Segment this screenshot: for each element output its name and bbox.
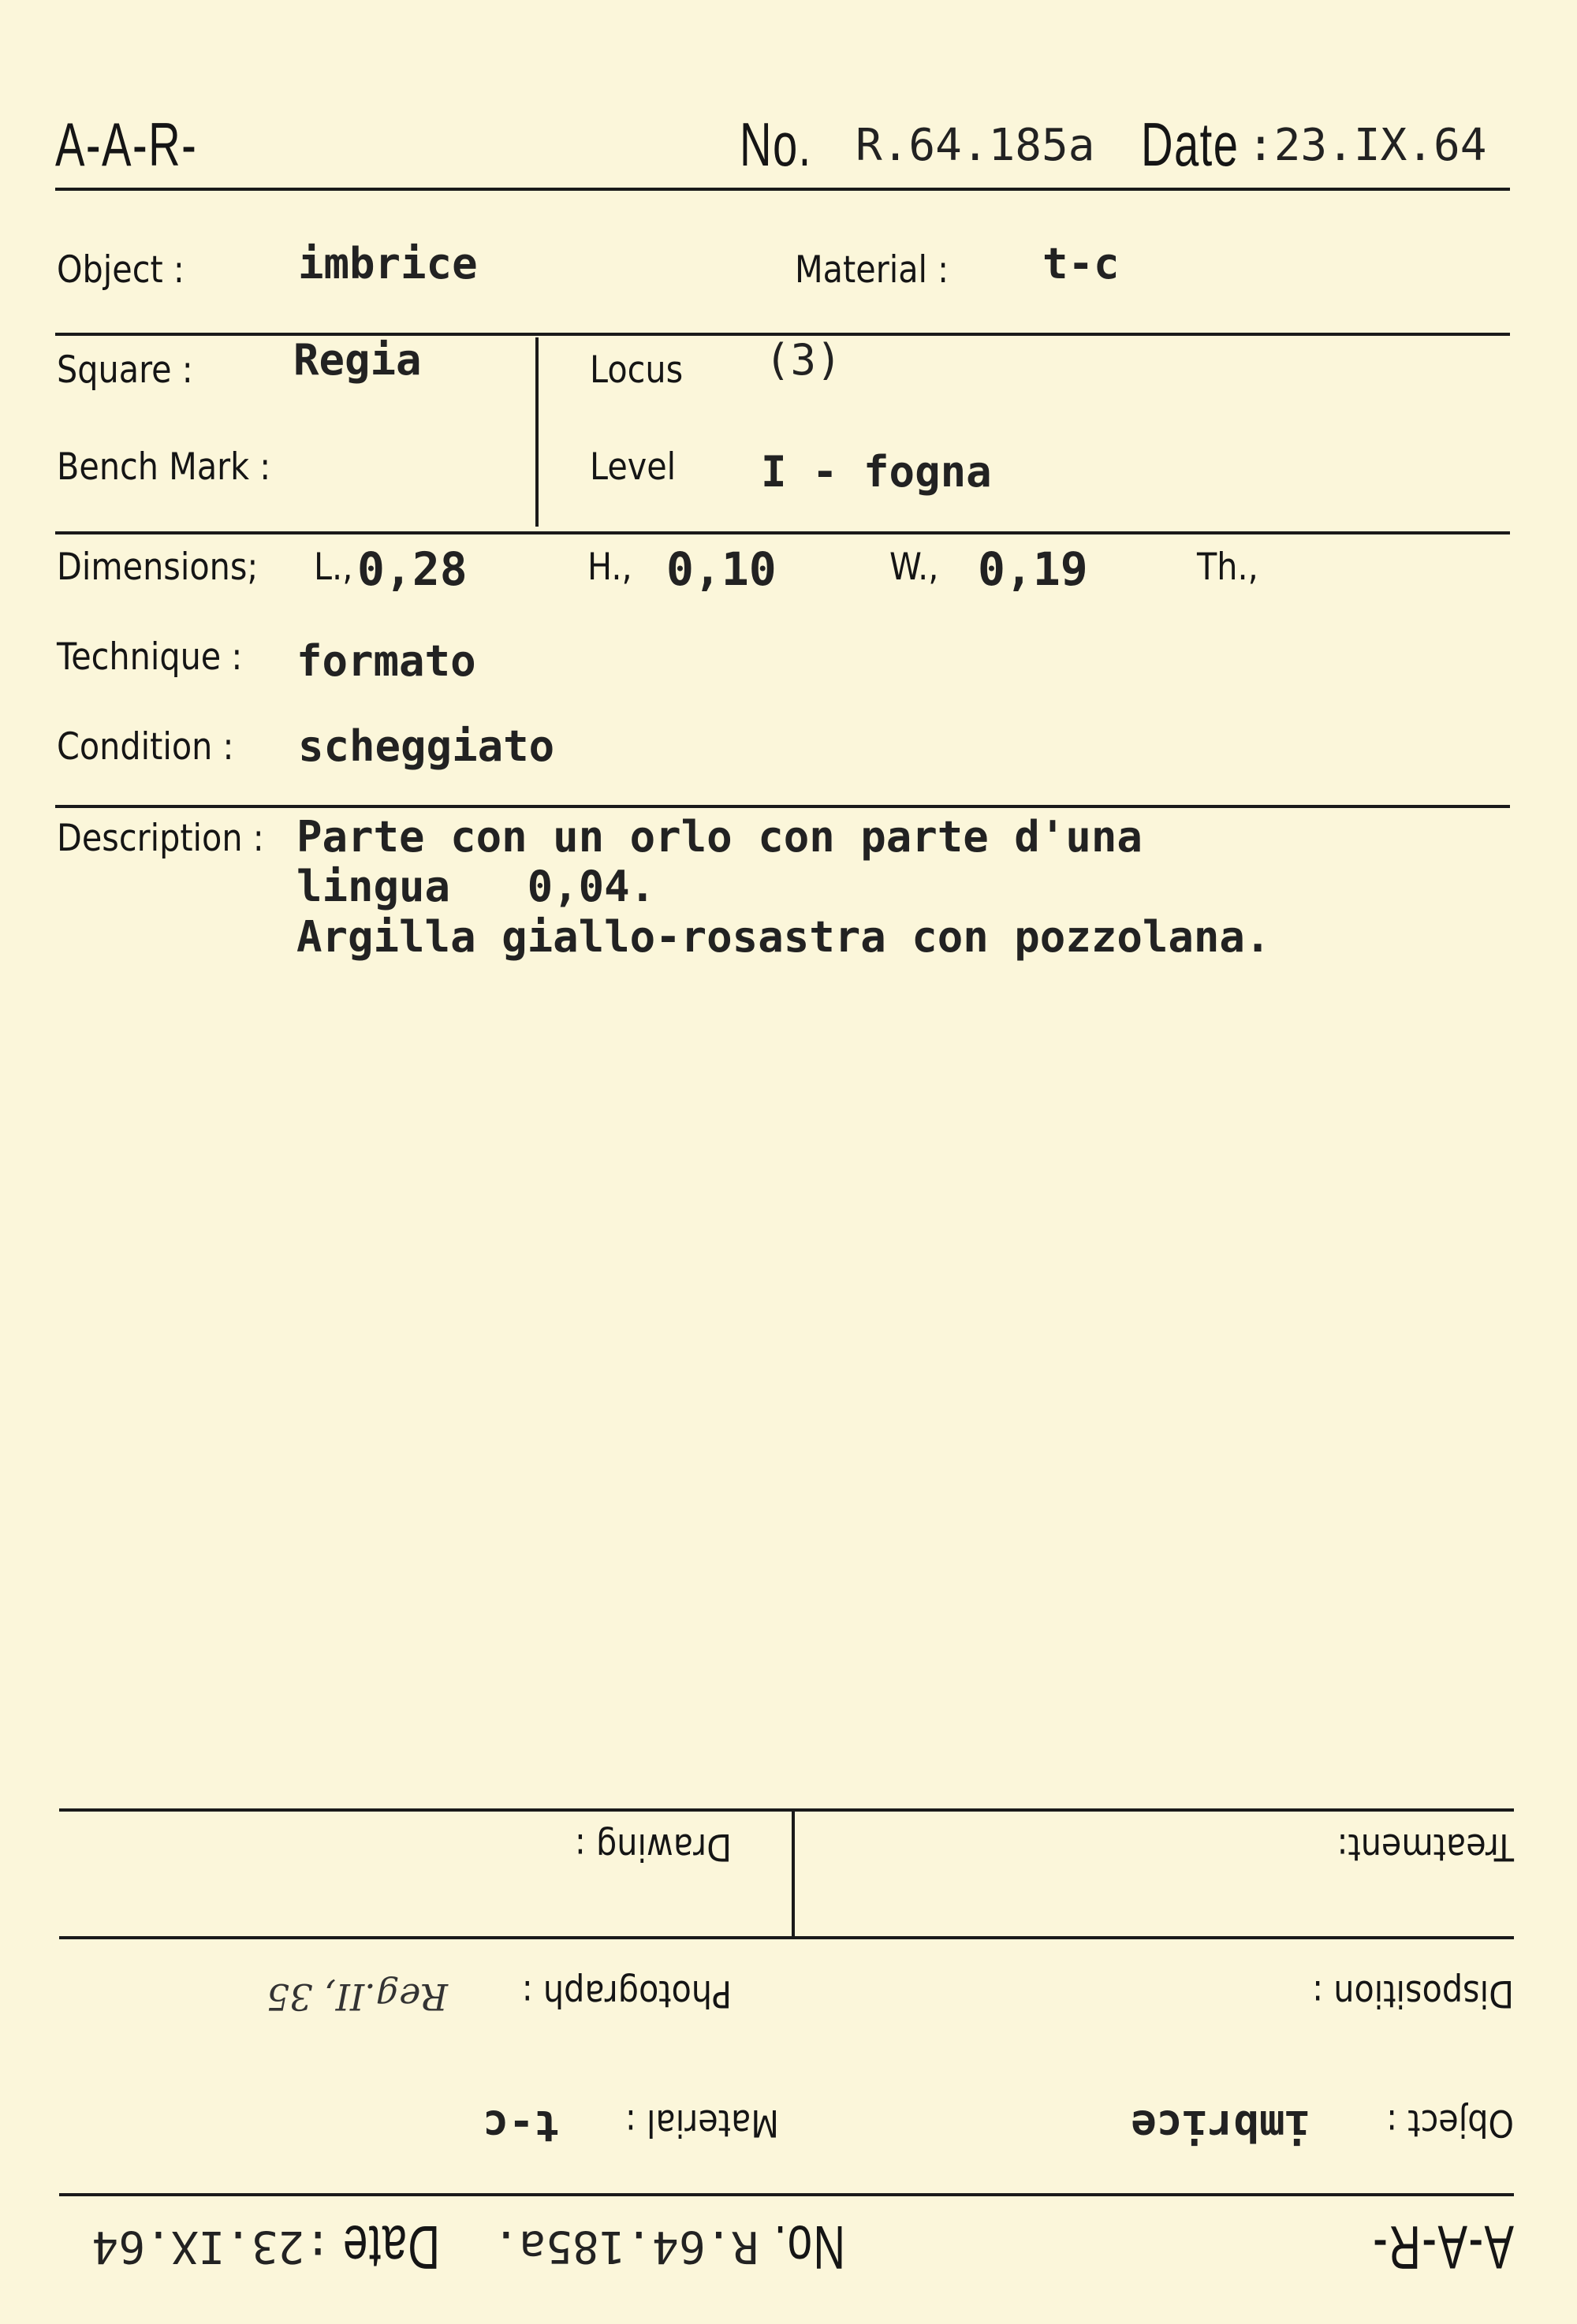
drawing-label: Drawing : [574,1825,732,1868]
locus-label: Locus [590,348,684,392]
footer-date-value: :23.IX.64 [91,2221,331,2272]
footer-top-rule [59,1808,1514,1812]
footer-object-value: imbrice [1131,2101,1310,2151]
material-label: Material : [795,248,949,292]
technique-label: Technique : [57,635,243,679]
disposition-label: Disposition : [1312,1972,1514,2015]
number-label: No. [740,110,812,179]
footer-date-label: Date [341,2213,440,2282]
level-label: Level [590,445,677,489]
footer-number-value: R.64.185a. [492,2221,759,2272]
org-code: A-A-R- [55,110,198,179]
location-rule [55,531,1510,534]
square-divider [535,337,539,527]
footer-number-label: No. [773,2213,845,2282]
description-line: Parte con un orlo con parte d'una [296,812,1143,862]
footer-middle-rule [59,1936,1514,1939]
height-value: 0,10 [666,542,777,596]
thickness-label: Th., [1197,546,1258,589]
footer-divider [792,1812,795,1939]
square-value: Regia [293,335,422,385]
description-label: Description : [57,817,264,860]
object-label: Object : [57,248,185,292]
treatment-label: Treatment: [1337,1825,1514,1868]
object-value: imbrice [298,239,478,289]
width-value: 0,19 [978,542,1088,596]
level-value: I - fogna [761,447,992,497]
bench-mark-label: Bench Mark : [57,445,271,489]
condition-label: Condition : [57,725,234,769]
description-line: lingua 0,04. [296,862,656,911]
condition-rule [55,805,1510,808]
height-label: H., [587,546,632,589]
description-line: Argilla giallo-rosastra con pozzolana. [296,912,1271,962]
length-label: L., [314,546,353,589]
technique-value: formato [296,636,476,686]
condition-value: scheggiato [298,721,555,771]
square-label: Square : [57,348,193,392]
photograph-value: Reg.II, 35 [266,1976,448,2018]
locus-value: (3) [765,335,842,385]
date-label: Date [1141,110,1240,179]
dimensions-label: Dimensions; [57,546,259,589]
footer-bottom-rule [59,2193,1514,2196]
number-value: R.64.185a [856,120,1095,171]
width-label: W., [889,546,939,589]
header-rule [55,188,1510,191]
footer-material-label: Material : [624,2101,779,2144]
footer-object-label: Object : [1386,2101,1514,2144]
length-value: 0,28 [357,542,468,596]
footer-material-value: t-c [483,2101,560,2151]
photograph-label: Photograph : [521,1972,732,2015]
date-value: :23.IX.64 [1247,120,1487,171]
material-value: t-c [1042,239,1120,289]
footer-org-code: A-A-R- [1371,2213,1514,2282]
inverted-footer [0,1695,1577,2324]
